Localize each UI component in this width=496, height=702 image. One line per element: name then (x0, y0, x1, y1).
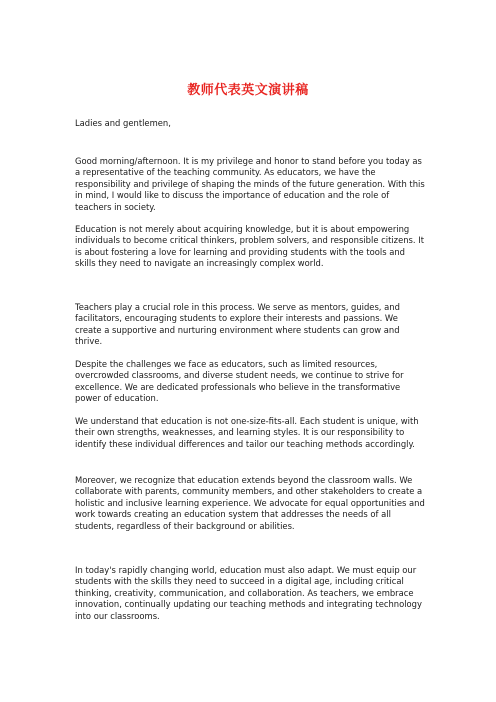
paragraph-introduction: Good morning/afternoon. It is my privilege and honor to stand before you today as a representative of the teaching community. As educators, we have the responsibility and privilege of shaping the minds of the future generation. With this in mind, I would like to discuss the importance of education and the role of teachers in society. (75, 156, 425, 212)
paragraph-collaboration: Moreover, we recognize that education extends beyond the classroom walls. We collaborate with parents, community members, and other stakeholders to create a holistic and inclusive learning experience. We advocate for equal opportunities and work towards creating an education system that addresses the needs of all students, regardless of their background or abilities. (75, 475, 425, 531)
paragraph-challenges: Despite the challenges we face as educators, such as limited resources, overcrowded classrooms, and diverse student needs, we continue to strive for excellence. We are dedicated professionals who believe in the transformative power of education. (75, 359, 404, 404)
paragraph-teachers-role: Teachers play a crucial role in this process. We serve as mentors, guides, and facilitators, encouraging students to explore their interests and passions. We create a supportive and nurturing environment where students can grow and thrive. (75, 302, 400, 347)
paragraph-greeting: Ladies and gentlemen, (75, 118, 171, 128)
document-title: 教师代表英文演讲稿 (187, 82, 309, 98)
paragraph-education: Education is not merely about acquiring knowledge, but it is about empowering individuals to become critical thinkers, problem solvers, and responsible citizens. It is about fostering a love for learning and providing students with the tools and skills they need to navigate an increasingly complex world. (75, 224, 424, 269)
paragraph-individuality: We understand that education is not one-size-fits-all. Each student is unique, with their own strengths, weaknesses, and learning styles. It is our responsibility to identify these individual differences and tailor our teaching methods accordingly. (75, 416, 419, 449)
paragraph-adaptation: In today's rapidly changing world, education must also adapt. We must equip our students with the skills they need to succeed in a digital age, including critical thinking, creativity, communication, and collaboration. As teachers, we embrace innovation, continually updating our teaching methods and integrating technology into our classrooms. (75, 565, 422, 621)
